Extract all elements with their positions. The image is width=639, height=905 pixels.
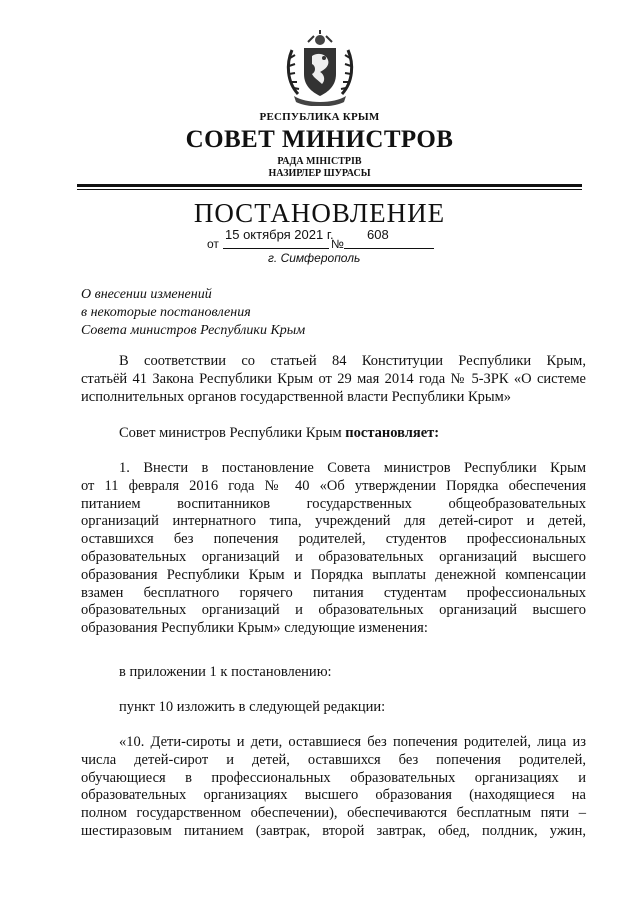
- number-blank-line: [344, 248, 434, 249]
- paragraph-line: образовательных организациях высшего образования (находящиеся на: [81, 787, 586, 804]
- paragraph-line: образовательных организаций и образовательных организаций высшего: [81, 602, 586, 619]
- subject-line: О внесении изменений: [81, 287, 212, 302]
- decree-city: г. Симферополь: [268, 251, 361, 265]
- paragraph-line: В соответствии со статьей 84 Конституции Республики Крым,: [119, 353, 586, 369]
- header-divider-thick: [77, 184, 582, 187]
- paragraph-line: от 11 февраля 2016 года № 40 «Об утверждении Порядка обеспечения: [81, 477, 586, 494]
- paragraph-line: образовательных организаций и образовательных организаций высшего: [81, 548, 586, 565]
- council-name-ukrainian: РАДА МІНІСТРІВ: [277, 156, 362, 167]
- paragraph-line: статьёй 41 Закона Республики Крым от 29 мая 2014 года № 5-ЗРК «О системе: [81, 370, 586, 387]
- intro-paragraph: [81, 353, 586, 406]
- resolves-keyword: постановляет:: [345, 425, 440, 441]
- date-label: от: [207, 237, 219, 251]
- date-blank-line: [223, 248, 329, 249]
- paragraph-line: 1. Внести в постановление Совета министров Республики Крым: [119, 460, 586, 476]
- header-divider-thin: [77, 189, 582, 190]
- council-name: СОВЕТ МИНИСТРОВ: [185, 126, 454, 153]
- decree-date-number-line: [207, 227, 437, 251]
- subject-line: в некоторые постановления: [81, 305, 251, 320]
- paragraph-line: образования Республики Крым» следующие изменения:: [81, 620, 428, 637]
- point-10-line: пункт 10 изложить в следующей редакции:: [119, 699, 386, 715]
- decree-date: 15 октября 2021 г.: [225, 227, 334, 242]
- paragraph-line: числа детей-сирот и детей, оставшихся без попечения родителей,: [81, 751, 586, 768]
- paragraph-line: организаций интернатного типа, учреждений для детей-сирот и детей,: [81, 513, 586, 530]
- point-10-quote-paragraph: [81, 734, 586, 841]
- republic-name: РЕСПУБЛИКА КРЫМ: [259, 111, 380, 123]
- subject-line: Совета министров Республики Крым: [81, 323, 306, 338]
- paragraph-line: шестиразовым питанием (завтрак, второй завтрак, обед, полдник, ужин,: [81, 822, 586, 839]
- paragraph-line: исполнительных органов государственной власти Республики Крым»: [81, 388, 512, 405]
- item-1-paragraph: [81, 460, 586, 638]
- paragraph-line: оставшихся без попечения родителей, студентов профессиональных: [81, 531, 586, 548]
- decree-title: ПОСТАНОВЛЕНИЕ: [193, 198, 446, 228]
- resolves-text: Совет министров Республики Крым: [119, 425, 346, 441]
- paragraph-line: питанием воспитанников государственных общеобразовательных: [81, 495, 586, 512]
- decree-number: 608: [367, 227, 389, 242]
- paragraph-line: полном государственном обеспечении), обеспечиваются бесплатным пяти –: [81, 805, 586, 822]
- paragraph-line: «10. Дети-сироты и дети, оставшиеся без попечения родителей, лица из: [119, 734, 586, 750]
- council-name-crimean-tatar: НАЗИРЛЕР ШУРАСЫ: [268, 168, 371, 179]
- paragraph-line: обучающиеся в профессиональных образовательных организациях и: [81, 769, 586, 786]
- paragraph-line: взамен бесплатного горячего питания студентам профессиональных: [81, 584, 586, 601]
- resolves-line: [119, 425, 439, 442]
- decree-subject: [81, 286, 305, 340]
- number-label: №: [331, 237, 344, 251]
- coat-of-arms-emblem: [284, 30, 356, 106]
- appendix-line: в приложении 1 к постановлению:: [119, 664, 332, 680]
- paragraph-line: образования Республики Крым и Порядка выплаты денежной компенсации: [81, 566, 586, 583]
